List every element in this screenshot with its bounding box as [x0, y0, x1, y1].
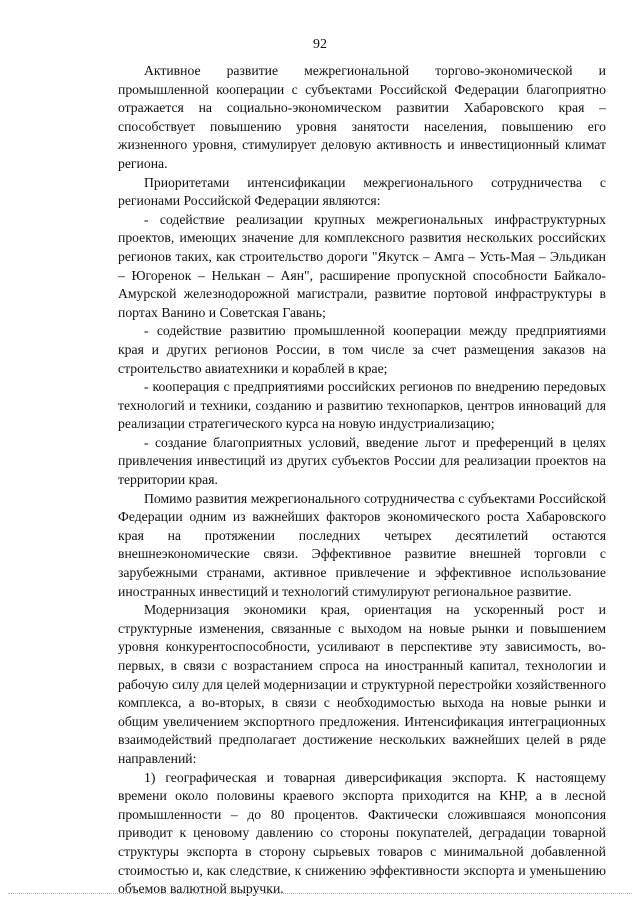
paragraph-modernization: Модернизация экономики края, ориентация на ускоренный рост и структурные изменения, связанные с выходом на новые рынки и повышением уровня конкурентоспособности, усиливают в перспективе эту зависимость, во-первых, в связи с возрастанием спроса на иностранный капитал, технологии и рабочую силу для целей модернизации и структурной перестройки хозяйственного комплекса, а во-вторых, в связи с необходимостью выхода на новые рынки и общим увеличением экспортного предложения. Интенсификация интеграционных взаимодействий предполагает достижение нескольких важнейших целей в ряде направлений: [118, 602, 606, 766]
list-item-industrial-cooperation: - содействие развитию промышленной кооперации между предприятиями края и других регионов России, в том числе за счет размещения заказов на строительство авиатехники и кораблей в крае; [118, 323, 606, 376]
document-body [118, 62, 606, 899]
paragraph-priorities-intro: Приоритетами интенсификации межрегионального сотрудничества с регионами Российской Федерации являются: [118, 174, 606, 209]
paragraph-foreign-economic-relations: Помимо развития межрегионального сотрудничества с субъектами Российской Федерации одним из важнейших факторов экономического роста Хабаровского края на протяжении последних четырех десятилетий остаются внешнеэкономические связи. Эффективное развитие внешней торговли с зарубежными странами, активное привлечение и эффективное использование иностранных инвестиций и технологий стимулируют региональное развитие. [118, 490, 606, 599]
scan-edge-divider [8, 893, 632, 894]
list-item-technology-cooperation: - кооперация с предприятиями российских регионов по внедрению передовых технологий и техники, созданию и развитию технопарков, центров инноваций для реализации стратегического курса на новую индустриализацию; [118, 379, 606, 432]
list-item-export-diversification: 1) географическая и товарная диверсификация экспорта. К настоящему времени около половины краевого экспорта приходится на КНР, а в лесной промышленности – до 80 процентов. Фактически сложившаяся монопсония приводит к ценовому давлению со стороны покупателей, деградации товарной структуры экспорта в сторону сырьевых товаров с минимальной добавленной стоимостью и, как следствие, к снижению эффективности экспорта и уменьшению объемов валютной выручки. [118, 769, 606, 897]
list-item-investment-conditions: - создание благоприятных условий, введение льгот и преференций в целях привлечения инвестиций из других субъектов России для реализации проектов на территории края. [118, 434, 606, 488]
list-item-infrastructure-projects: - содействие реализации крупных межрегиональных инфраструктурных проектов, имеющих значение для комплексного развития нескольких российских регионов таких, как строительство дороги "Якутск – Амга – Усть-Мая – Эльдикан – Югоренок – Нелькан – Аян", расширение пропускной способности Байкало-Амурской железнодорожной магистрали, развитие портовой инфраструктуры в портах Ванино и Советская Гавань; [118, 211, 606, 320]
page-number: 92 [313, 37, 327, 52]
paragraph-interregional-cooperation: Активное развитие межрегиональной торгово-экономической и промышленной кооперации с субъектами Российской Федерации благоприятно отражается на социально-экономическом развитии Хабаровского края – способствует повышению уровня занятости населения, повышению его жизненного уровня, стимулирует деловую активность и инвестиционный климат региона. [118, 63, 606, 171]
